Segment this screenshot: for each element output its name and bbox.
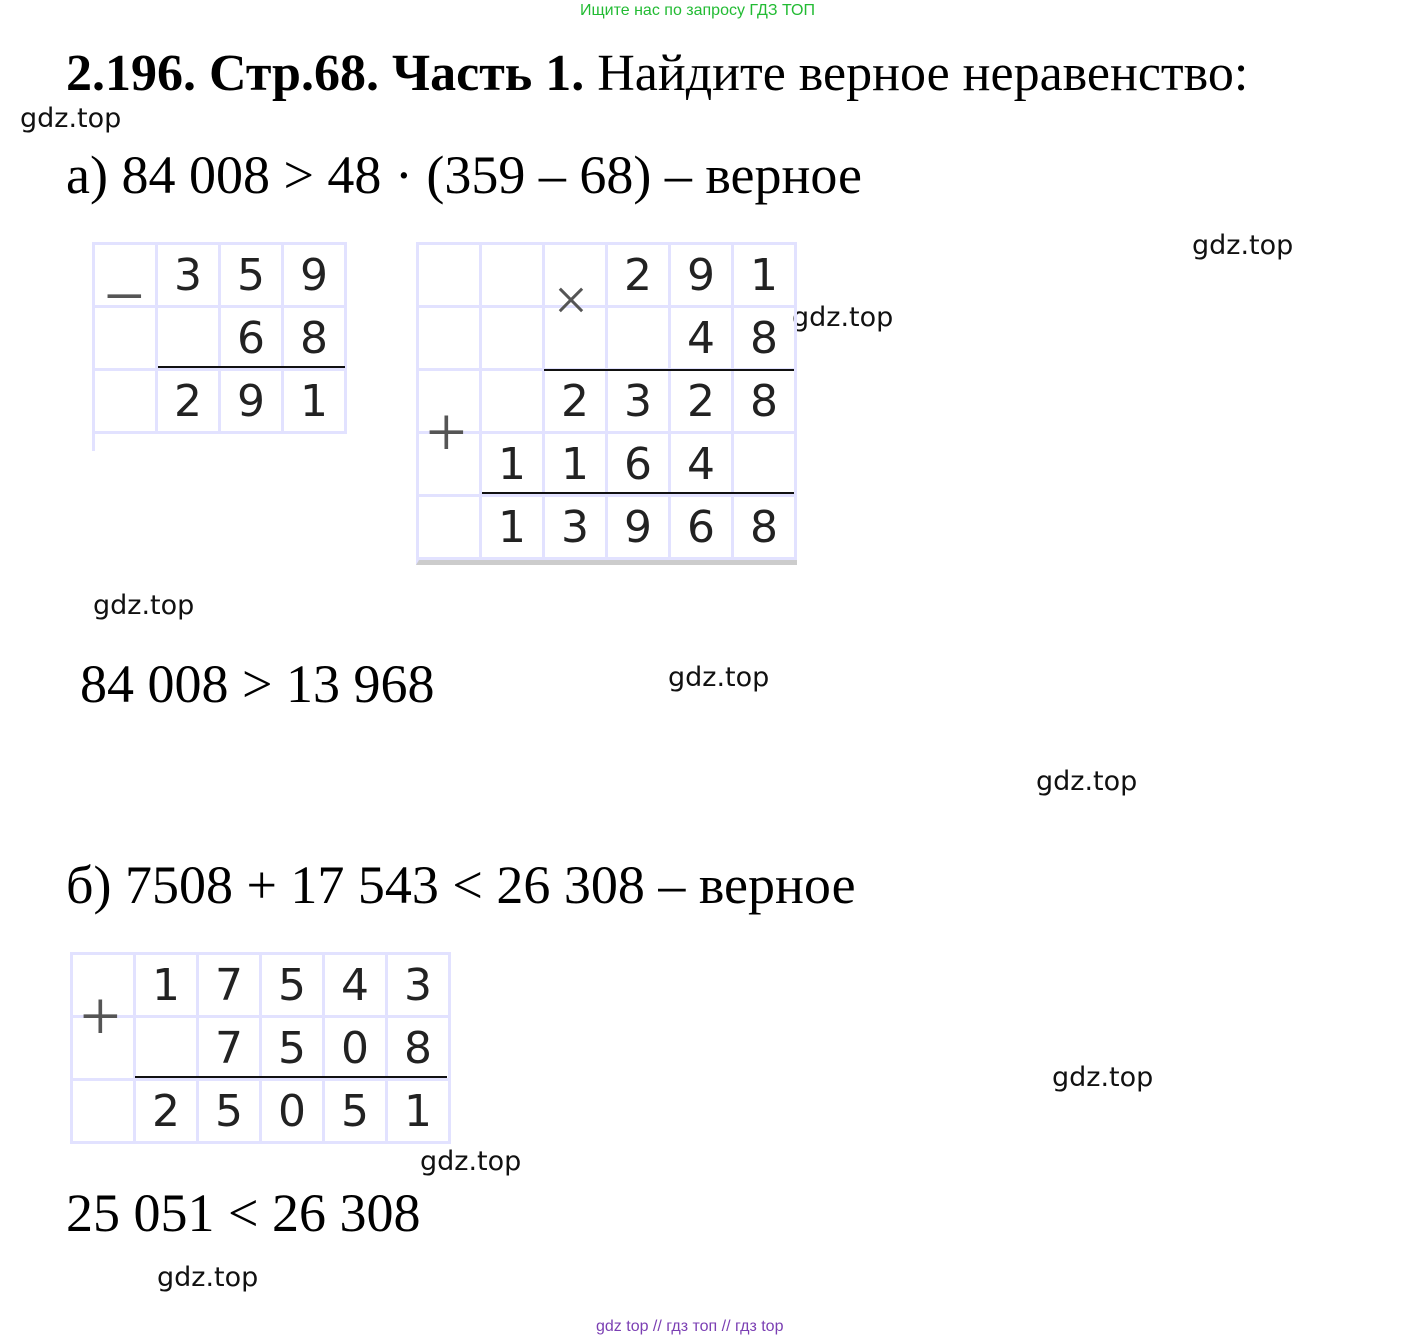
digit-cell <box>158 308 221 371</box>
digit-cell: 1 <box>136 955 199 1018</box>
subtraction-result-line <box>158 366 345 368</box>
digit-cell: 1 <box>482 497 545 560</box>
digit-cell <box>136 1018 199 1081</box>
part-a-result: 84 008 > 13 968 <box>80 654 435 714</box>
digit-cell: 5 <box>199 1081 262 1144</box>
watermark: gdz.top <box>420 1146 522 1177</box>
page-title <box>66 45 1249 102</box>
plus-operator: + <box>426 392 467 472</box>
digit-cell: 8 <box>284 308 347 371</box>
digit-cell: 8 <box>734 308 797 371</box>
digit-cell: 2 <box>608 245 671 308</box>
digit-cell: 1 <box>482 434 545 497</box>
part-b-heading: б) 7508 + 17 543 < 26 308 – верное <box>66 855 856 915</box>
addition-column <box>70 952 451 1144</box>
digit-cell <box>608 308 671 371</box>
multiplication-sum-line <box>482 492 794 494</box>
digit-cell: 3 <box>158 245 221 308</box>
watermark: gdz.top <box>93 590 195 621</box>
digit-cell: 8 <box>388 1018 451 1081</box>
digit-cell: 2 <box>136 1081 199 1144</box>
footer-links[interactable]: gdz top // гдз топ // гдз top <box>596 1318 784 1335</box>
watermark: gdz.top <box>1192 230 1294 261</box>
digit-cell: 1 <box>734 245 797 308</box>
digit-cell: 5 <box>262 1018 325 1081</box>
digit-cell: 0 <box>262 1081 325 1144</box>
digit-cell: 7 <box>199 955 262 1018</box>
digit-cell: 6 <box>221 308 284 371</box>
watermark: gdz.top <box>20 103 122 134</box>
digit-cell: 1 <box>545 434 608 497</box>
digit-cell: 9 <box>671 245 734 308</box>
digit-cell: 3 <box>545 497 608 560</box>
digit-cell: 4 <box>325 955 388 1018</box>
digit-cell <box>734 434 797 497</box>
digit-cell <box>73 1081 136 1144</box>
top-banner[interactable]: Ищите нас по запросу ГДЗ ТОП <box>580 2 815 19</box>
multiplication-column <box>416 242 797 565</box>
digit-cell: 3 <box>388 955 451 1018</box>
title-bold: 2.196. Стр.68. Часть 1. <box>66 45 585 102</box>
digit-cell <box>482 308 545 371</box>
digit-cell <box>482 371 545 434</box>
plus-operator: + <box>80 976 121 1056</box>
digit-cell: 5 <box>221 245 284 308</box>
digit-cell <box>419 308 482 371</box>
digit-cell: 6 <box>608 434 671 497</box>
digit-cell: 5 <box>325 1081 388 1144</box>
digit-cell <box>95 371 158 434</box>
digit-cell: 9 <box>608 497 671 560</box>
digit-cell: 6 <box>671 497 734 560</box>
watermark: gdz.top <box>1036 766 1138 797</box>
title-rest: Найдите верное неравенство: <box>584 45 1249 102</box>
digit-cell: 8 <box>734 371 797 434</box>
digit-cell: 1 <box>388 1081 451 1144</box>
digit-cell: 9 <box>284 245 347 308</box>
watermark: gdz.top <box>668 662 770 693</box>
digit-cell: 1 <box>284 371 347 434</box>
minus-operator: − <box>104 256 145 336</box>
addition-result-line <box>135 1076 447 1078</box>
watermark: gdz.top <box>792 302 894 333</box>
watermark: gdz.top <box>157 1262 259 1293</box>
digit-cell: 8 <box>734 497 797 560</box>
times-operator: × <box>554 267 588 333</box>
part-a-heading: а) 84 008 > 48 · (359 – 68) – верное <box>66 145 863 205</box>
digit-cell: 2 <box>671 371 734 434</box>
digit-cell: 7 <box>199 1018 262 1081</box>
digit-cell: 9 <box>221 371 284 434</box>
digit-cell <box>419 245 482 308</box>
digit-cell: 4 <box>671 434 734 497</box>
part-b-result: 25 051 < 26 308 <box>66 1183 421 1243</box>
digit-cell <box>419 497 482 560</box>
digit-cell: 0 <box>325 1018 388 1081</box>
digit-cell: 2 <box>158 371 221 434</box>
watermark: gdz.top <box>1052 1062 1154 1093</box>
digit-cell: 5 <box>262 955 325 1018</box>
digit-cell <box>482 245 545 308</box>
multiplication-product-line <box>544 369 794 371</box>
digit-cell: 4 <box>671 308 734 371</box>
digit-cell: 2 <box>545 371 608 434</box>
digit-cell: 3 <box>608 371 671 434</box>
